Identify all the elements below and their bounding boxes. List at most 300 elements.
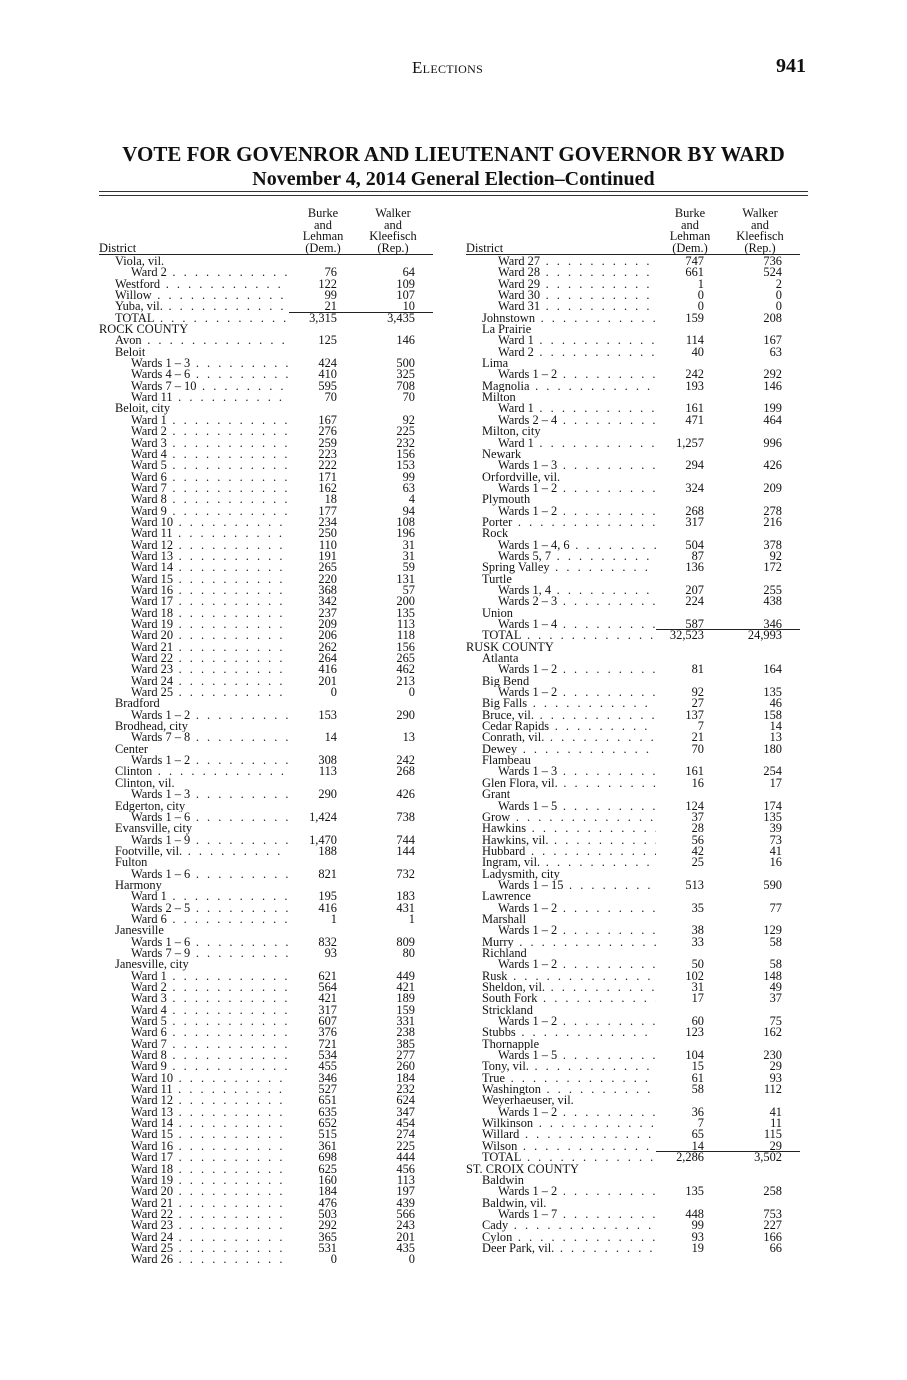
rep-votes: 148 bbox=[763, 968, 782, 983]
rep-votes: 209 bbox=[763, 480, 782, 495]
district-label: Atlanta bbox=[482, 653, 519, 665]
title-line-1: VOTE FOR GOVENROR AND LIEUTENANT GOVERNOR BY WARD bbox=[122, 142, 785, 166]
table-row bbox=[466, 472, 800, 483]
district-label: Wards 1 – 2 . . . bbox=[131, 710, 289, 721]
dem-header-line: Lehman bbox=[669, 229, 711, 243]
table-row bbox=[99, 1229, 433, 1244]
rep-votes: 439 bbox=[396, 1195, 415, 1210]
table-row bbox=[466, 1061, 800, 1072]
rep-votes: 732 bbox=[396, 866, 415, 881]
rep-votes: 325 bbox=[396, 367, 415, 382]
district-label: Wards 1 – 5 . . . bbox=[498, 801, 656, 812]
rep-votes: 242 bbox=[396, 753, 415, 768]
dem-votes: 0 bbox=[697, 288, 704, 303]
district-label: Dewey . . . bbox=[482, 744, 656, 755]
dem-header bbox=[293, 208, 353, 254]
rep-votes: 201 bbox=[396, 1229, 415, 1244]
district-label: Wards 7 – 8 . . . bbox=[131, 732, 289, 743]
table-row bbox=[466, 823, 800, 834]
rep-votes: 41 bbox=[769, 1104, 782, 1119]
table-row bbox=[99, 276, 433, 291]
district-label: Union bbox=[482, 607, 513, 619]
rep-votes: 213 bbox=[396, 673, 415, 688]
rep-votes: 39 bbox=[769, 821, 782, 836]
district-label: Ward 10 . . . bbox=[131, 1073, 289, 1084]
dem-votes: 201 bbox=[318, 673, 337, 688]
rep-votes: 156 bbox=[396, 639, 415, 654]
dem-header-line: and bbox=[681, 217, 699, 232]
table-row bbox=[99, 435, 433, 450]
dem-votes: 58 bbox=[691, 1082, 704, 1097]
district-label: Strickland bbox=[482, 1004, 533, 1017]
district-label: Ward 11 . . . bbox=[131, 528, 289, 539]
table-row bbox=[99, 571, 433, 586]
district-label: Lima bbox=[482, 358, 509, 370]
dem-votes: 153 bbox=[318, 707, 337, 722]
district-label: Wards 1 – 2 . . . bbox=[498, 1186, 656, 1197]
table-row bbox=[466, 732, 800, 743]
rep-votes: 590 bbox=[763, 877, 782, 892]
district-label: Brodhead, city bbox=[115, 721, 188, 733]
table-row bbox=[99, 1152, 433, 1163]
dem-votes: 7 bbox=[697, 1116, 704, 1131]
table-row bbox=[99, 480, 433, 495]
dem-votes: 224 bbox=[685, 594, 704, 609]
district-label: Ward 10 . . . bbox=[131, 517, 289, 528]
dem-votes: 324 bbox=[685, 480, 704, 495]
table-row bbox=[99, 460, 433, 471]
dem-votes: 262 bbox=[318, 639, 337, 654]
table-row bbox=[466, 1118, 800, 1129]
district-label: Center bbox=[115, 743, 149, 756]
district-label: Wards 1, 4 . . . bbox=[498, 585, 656, 596]
table-row bbox=[99, 1195, 433, 1210]
table-row bbox=[466, 267, 800, 278]
dem-votes: 747 bbox=[685, 254, 704, 268]
rep-votes: 41 bbox=[769, 843, 782, 858]
district-label: Ward 18 . . . bbox=[131, 1164, 289, 1175]
table-row bbox=[466, 256, 800, 267]
rep-votes: 189 bbox=[396, 991, 415, 1006]
district-label: Westford . . . bbox=[115, 279, 289, 290]
dem-votes: 265 bbox=[318, 560, 337, 575]
district-label: Porter . . . bbox=[482, 517, 656, 528]
rep-votes: 230 bbox=[763, 1048, 782, 1063]
district-label: Stubbs . . . bbox=[482, 1027, 656, 1038]
rep-votes: 167 bbox=[763, 333, 782, 348]
district-label: Baldwin, vil. bbox=[482, 1197, 547, 1209]
rep-votes: 566 bbox=[396, 1206, 415, 1221]
rep-votes: 31 bbox=[402, 537, 415, 552]
dem-votes: 70 bbox=[324, 390, 337, 405]
dem-votes: 250 bbox=[318, 526, 337, 541]
table-row bbox=[99, 1220, 433, 1231]
dem-votes: 65 bbox=[691, 1127, 704, 1142]
dem-votes: 125 bbox=[318, 333, 337, 348]
dem-votes: 207 bbox=[685, 582, 704, 597]
table-row bbox=[99, 1186, 433, 1197]
table-row bbox=[466, 358, 800, 369]
table-row bbox=[466, 335, 800, 346]
district-label: Janesville, city bbox=[115, 959, 189, 971]
dem-votes: 0 bbox=[697, 299, 704, 314]
rep-votes: 378 bbox=[763, 537, 782, 552]
table-row bbox=[99, 335, 433, 346]
rep-votes: 129 bbox=[763, 923, 782, 938]
dem-votes: 160 bbox=[318, 1172, 337, 1187]
district-label: Milton, city bbox=[482, 426, 541, 438]
dem-votes: 161 bbox=[685, 401, 704, 416]
table-row bbox=[99, 755, 433, 766]
rep-votes: 738 bbox=[396, 809, 415, 824]
table-row bbox=[99, 766, 433, 777]
table-row bbox=[99, 934, 433, 949]
table-row bbox=[99, 789, 433, 800]
table-row bbox=[466, 1005, 800, 1016]
table-row bbox=[466, 1016, 800, 1027]
table-row bbox=[466, 1070, 800, 1085]
district-label: Wards 1 – 4, 6 . . . bbox=[498, 540, 656, 551]
table-row bbox=[99, 528, 433, 539]
district-label: Wards 1 – 3 . . . bbox=[131, 358, 289, 369]
table-row bbox=[466, 435, 800, 450]
left-column bbox=[99, 205, 433, 1266]
dem-votes: 416 bbox=[318, 900, 337, 915]
district-label: Spring Valley . . . bbox=[482, 562, 656, 573]
table-row bbox=[466, 798, 800, 813]
dem-votes: 564 bbox=[318, 980, 337, 994]
table-row bbox=[99, 1016, 433, 1027]
table-row bbox=[466, 891, 800, 902]
district-label: Beloit, city bbox=[115, 403, 171, 415]
dem-votes: 0 bbox=[330, 1252, 337, 1267]
rep-votes: 99 bbox=[402, 469, 415, 484]
district-label: Ward 15 . . . bbox=[131, 574, 289, 585]
district-label: Ward 5 . . . bbox=[131, 1016, 289, 1027]
rep-votes: 64 bbox=[402, 265, 415, 280]
dem-votes: 607 bbox=[318, 1014, 337, 1029]
dem-votes: 342 bbox=[318, 594, 337, 609]
rep-votes: 109 bbox=[396, 276, 415, 291]
table-row bbox=[466, 1039, 800, 1050]
column-header bbox=[466, 205, 800, 255]
table-row bbox=[99, 801, 433, 812]
table-row bbox=[99, 959, 433, 970]
table-row bbox=[466, 832, 800, 847]
rep-votes: 435 bbox=[396, 1240, 415, 1255]
dem-votes: 515 bbox=[318, 1127, 337, 1142]
dem-votes: 652 bbox=[318, 1116, 337, 1131]
district-label: Murry . . . bbox=[482, 937, 656, 948]
district-label: Wards 1 – 6 . . . bbox=[131, 812, 289, 823]
rep-votes: 144 bbox=[396, 843, 415, 858]
district-label: Wards 1 – 2 . . . bbox=[131, 755, 289, 766]
rep-votes: 46 bbox=[769, 696, 782, 711]
rep-header-line: Walker bbox=[742, 206, 778, 220]
dem-votes: 268 bbox=[685, 503, 704, 518]
table-row bbox=[466, 1104, 800, 1119]
rep-votes: 162 bbox=[763, 1025, 782, 1040]
table-row bbox=[466, 914, 800, 925]
table-row bbox=[466, 843, 800, 858]
district-label: Clinton . . . bbox=[115, 766, 289, 777]
rep-votes: 156 bbox=[396, 446, 415, 461]
dem-votes: 25 bbox=[691, 855, 704, 870]
rep-votes: 94 bbox=[402, 503, 415, 518]
rep-votes: 3,502 bbox=[754, 1150, 782, 1165]
dem-votes: 195 bbox=[318, 889, 337, 904]
rep-votes: 16 bbox=[769, 855, 782, 870]
table-row bbox=[466, 574, 800, 585]
rep-votes: 37 bbox=[769, 991, 782, 1006]
district-label: Viola, vil. bbox=[115, 256, 165, 268]
rep-votes: 197 bbox=[396, 1184, 415, 1199]
table-row bbox=[466, 934, 800, 949]
dem-votes: 27 bbox=[691, 696, 704, 711]
dem-votes: 137 bbox=[685, 707, 704, 722]
rep-votes: 454 bbox=[396, 1116, 415, 1131]
right-column bbox=[466, 205, 800, 1254]
district-label: Wards 1 – 2 . . . bbox=[498, 369, 656, 380]
dem-votes: 365 bbox=[318, 1229, 337, 1244]
table-row bbox=[466, 993, 800, 1004]
table-row bbox=[99, 639, 433, 654]
district-label: Willow . . . bbox=[115, 290, 289, 301]
table-row bbox=[466, 596, 800, 607]
table-row bbox=[99, 843, 433, 858]
dem-votes: 15 bbox=[691, 1059, 704, 1074]
table-row bbox=[466, 959, 800, 970]
dem-votes: 17 bbox=[691, 991, 704, 1006]
table-row bbox=[466, 900, 800, 915]
rep-votes: 265 bbox=[396, 651, 415, 666]
district-label: Big Bend bbox=[482, 675, 530, 688]
dem-votes: 135 bbox=[685, 1184, 704, 1199]
rep-header-line: Walker bbox=[375, 206, 411, 220]
district-label: Flambeau bbox=[482, 755, 531, 767]
table-row bbox=[99, 732, 433, 743]
title-line-2: November 4, 2014 General Election–Continued bbox=[252, 168, 655, 190]
district-label: Wards 1 – 2 . . . bbox=[498, 483, 656, 494]
rep-votes: 57 bbox=[402, 582, 415, 597]
rep-votes: 208 bbox=[763, 310, 782, 325]
table-row bbox=[466, 766, 800, 777]
rep-votes: 292 bbox=[763, 367, 782, 382]
district-label: Harmony bbox=[115, 879, 162, 892]
table-row bbox=[99, 619, 433, 630]
dem-votes: 276 bbox=[318, 424, 337, 439]
table-row bbox=[99, 1254, 433, 1265]
district-header: District bbox=[466, 241, 504, 255]
table-row bbox=[99, 1002, 433, 1017]
dem-votes: 832 bbox=[318, 934, 337, 949]
table-row bbox=[99, 562, 433, 573]
dem-votes: 191 bbox=[318, 548, 337, 563]
rep-votes: 13 bbox=[402, 730, 415, 745]
district-label: Wards 1 – 6 . . . bbox=[131, 869, 289, 880]
dem-votes: 223 bbox=[318, 446, 337, 461]
dem-votes: 416 bbox=[318, 662, 337, 677]
table-row bbox=[99, 324, 433, 335]
table-row bbox=[466, 494, 800, 505]
table-row bbox=[466, 982, 800, 993]
district-label: Wards 1 – 2 . . . bbox=[498, 1016, 656, 1027]
district-label: Footville, vil. . . . bbox=[115, 846, 289, 857]
table-row bbox=[99, 832, 433, 847]
table-row bbox=[99, 358, 433, 369]
district-label: Ward 13 . . . bbox=[131, 551, 289, 562]
dem-votes: 40 bbox=[691, 344, 704, 359]
dem-votes: 93 bbox=[691, 1229, 704, 1244]
rep-votes: 996 bbox=[763, 435, 782, 450]
rep-votes: 196 bbox=[396, 526, 415, 541]
dem-votes: 3,315 bbox=[309, 310, 337, 325]
rep-votes: 158 bbox=[763, 707, 782, 722]
table-row bbox=[99, 514, 433, 529]
dem-votes: 188 bbox=[318, 843, 337, 858]
right-rows bbox=[466, 256, 800, 1254]
table-row bbox=[466, 653, 800, 664]
district-header: District bbox=[99, 241, 137, 255]
dem-votes: 50 bbox=[691, 957, 704, 972]
table-title bbox=[0, 142, 907, 191]
rep-header-line: Kleefisch bbox=[736, 229, 784, 243]
dem-votes: 124 bbox=[685, 798, 704, 813]
district-label: Wards 1 – 2 . . . bbox=[498, 903, 656, 914]
rep-votes: 131 bbox=[396, 571, 415, 586]
table-row bbox=[99, 1036, 433, 1051]
dem-votes: 234 bbox=[318, 514, 337, 529]
district-label: Ward 17 . . . bbox=[131, 596, 289, 607]
table-row bbox=[466, 369, 800, 380]
table-row bbox=[466, 426, 800, 437]
dem-votes: 161 bbox=[685, 764, 704, 779]
table-row bbox=[99, 426, 433, 437]
dem-votes: 1 bbox=[697, 276, 704, 291]
district-label: Ward 30 . . . bbox=[498, 290, 656, 301]
rep-votes: 93 bbox=[769, 1070, 782, 1085]
rep-votes: 172 bbox=[763, 560, 782, 575]
table-row bbox=[99, 403, 433, 414]
table-row bbox=[466, 412, 800, 427]
district-label: Ward 31 . . . bbox=[498, 301, 656, 312]
dem-header-line: Burke bbox=[674, 206, 706, 220]
district-label: Wards 1 – 15 . . . bbox=[498, 880, 656, 891]
district-label: Orfordville, vil. bbox=[482, 471, 561, 483]
rep-votes: 24,993 bbox=[747, 628, 782, 643]
table-row bbox=[99, 1104, 433, 1119]
rep-votes: 63 bbox=[769, 344, 782, 359]
table-row bbox=[466, 642, 800, 653]
table-row bbox=[99, 653, 433, 664]
table-row bbox=[466, 1095, 800, 1106]
dem-votes: 14 bbox=[691, 1138, 704, 1153]
dem-header-line: and bbox=[314, 217, 332, 232]
rep-votes: 431 bbox=[396, 900, 415, 915]
district-label: Bruce, vil. . . . bbox=[482, 710, 656, 721]
rep-votes: 232 bbox=[396, 435, 415, 450]
district-label: Wards 1 – 2 . . . bbox=[498, 506, 656, 517]
table-row bbox=[99, 446, 433, 461]
district-label: Ward 7 . . . bbox=[131, 483, 289, 494]
rep-votes: 449 bbox=[396, 968, 415, 983]
district-label: Ward 1 . . . bbox=[498, 335, 656, 346]
dem-votes: 209 bbox=[318, 617, 337, 631]
rep-votes: 113 bbox=[396, 617, 415, 631]
rep-votes: 268 bbox=[396, 764, 415, 779]
district-label: Wards 1 – 2 . . . bbox=[498, 664, 656, 675]
rep-votes: 0 bbox=[408, 685, 415, 700]
dem-votes: 104 bbox=[685, 1048, 704, 1063]
rep-votes: 29 bbox=[769, 1059, 782, 1074]
table-row bbox=[99, 1129, 433, 1140]
dem-votes: 38 bbox=[691, 923, 704, 938]
district-label: Edgerton, city bbox=[115, 800, 186, 812]
dem-votes: 122 bbox=[318, 276, 337, 291]
dem-votes: 661 bbox=[685, 265, 704, 280]
table-row bbox=[99, 982, 433, 993]
rep-votes: 153 bbox=[396, 458, 415, 473]
table-row bbox=[466, 1198, 800, 1209]
table-row bbox=[99, 698, 433, 709]
dem-votes: 33 bbox=[691, 934, 704, 949]
rep-votes: 4 bbox=[408, 492, 415, 507]
left-rows bbox=[99, 256, 433, 1266]
rep-votes: 426 bbox=[763, 458, 782, 473]
dem-votes: 346 bbox=[318, 1070, 337, 1085]
table-row bbox=[99, 968, 433, 983]
district-label: Wards 1 – 3 . . . bbox=[131, 789, 289, 800]
dem-votes: 7 bbox=[697, 719, 704, 734]
district-label: Baldwin bbox=[482, 1174, 524, 1187]
table-row bbox=[466, 1186, 800, 1197]
table-row bbox=[466, 664, 800, 675]
dem-votes: 242 bbox=[685, 367, 704, 382]
dem-votes: 361 bbox=[318, 1138, 337, 1153]
district-label: Wards 1 – 3 . . . bbox=[498, 766, 656, 777]
dem-votes: 625 bbox=[318, 1161, 337, 1176]
district-label: Ward 23 . . . bbox=[131, 664, 289, 675]
district-label: Avon . . . bbox=[115, 335, 289, 346]
dem-votes: 635 bbox=[318, 1104, 337, 1119]
dem-votes: 651 bbox=[318, 1093, 337, 1108]
district-label: Ward 19 . . . bbox=[131, 1175, 289, 1186]
table-row bbox=[99, 823, 433, 834]
rep-votes: 438 bbox=[763, 594, 782, 609]
district-label: Ward 22 . . . bbox=[131, 653, 289, 664]
dem-votes: 264 bbox=[318, 651, 337, 666]
table-row bbox=[466, 698, 800, 709]
table-row bbox=[466, 1229, 800, 1244]
district-label: Ward 27 . . . bbox=[498, 256, 656, 267]
table-row bbox=[99, 1061, 433, 1072]
district-label: Cady . . . bbox=[482, 1220, 656, 1231]
rep-votes: 277 bbox=[396, 1048, 415, 1063]
rep-votes: 92 bbox=[769, 548, 782, 563]
district-label: South Fork . . . bbox=[482, 993, 656, 1004]
dem-votes: 237 bbox=[318, 605, 337, 620]
table-row bbox=[466, 324, 800, 335]
dem-votes: 35 bbox=[691, 900, 704, 915]
table-row bbox=[466, 276, 800, 291]
dem-votes: 206 bbox=[318, 628, 337, 643]
table-row bbox=[99, 1206, 433, 1221]
dem-votes: 587 bbox=[685, 617, 704, 631]
district-label: Ward 20 . . . bbox=[131, 630, 289, 641]
dem-votes: 317 bbox=[318, 1002, 337, 1017]
district-label: Ward 24 . . . bbox=[131, 1232, 289, 1243]
district-label: Lawrence bbox=[482, 891, 531, 903]
